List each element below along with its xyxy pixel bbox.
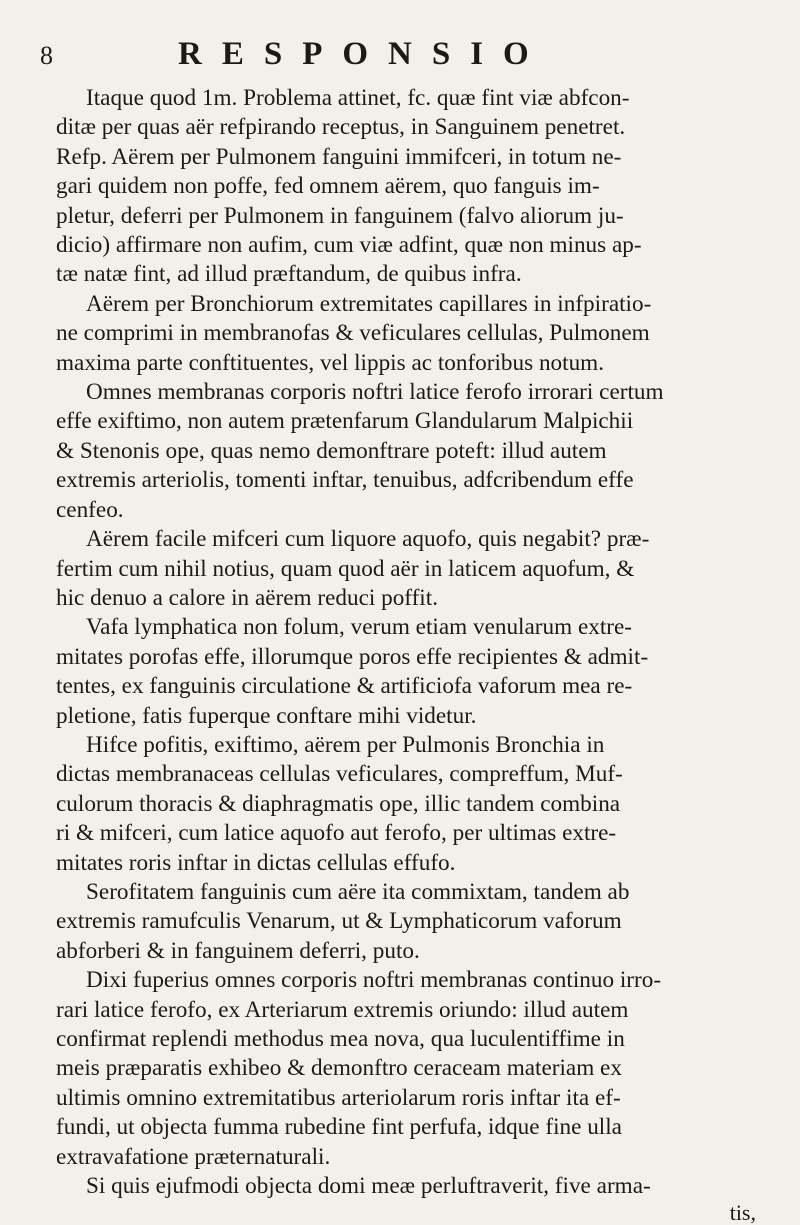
- body-text: [30, 84, 796, 1225]
- text-line: Itaque quod 1m. Problema attinet, fc. quæ fint viæ abfcon-: [86, 85, 630, 111]
- text-line: Aërem facile mifceri cum liquore aquofo, quis negabit? præ-: [86, 526, 650, 553]
- text-line: dictas membranaceas cellulas veficulares, compreffum, Muf-: [56, 761, 623, 788]
- text-line: ri & mifceri, cum latice aquofo aut ferofo, per ultimas extre-: [56, 820, 617, 847]
- text-line: Omnes membranas corporis noftri latice ferofo irrorari certum: [86, 379, 664, 406]
- text-line: extremis ramufculis Venarum, ut & Lymphaticorum vaforum: [56, 908, 622, 935]
- text-line: Refp. Aërem per Pulmonem fanguini immifceri, in totum ne-: [56, 143, 622, 170]
- text-line: rari latice ferofo, ex Arteriarum extremis oriundo: illud autem: [56, 996, 629, 1023]
- text-line: Hifce pofitis, exiftimo, aërem per Pulmonis Bronchia in: [86, 731, 605, 758]
- text-line: extravafatione præternaturali.: [56, 1143, 331, 1170]
- text-line: dicio) affirmare non aufim, cum viæ adfint, quæ non minus ap-: [56, 232, 642, 259]
- text-line: fundi, ut objecta fumma rubedine fint perfufa, idque fine ulla: [56, 1114, 622, 1141]
- text-line: ditæ per quas aër refpirando receptus, in Sanguinem penetret.: [56, 114, 626, 141]
- page-number: 8: [40, 41, 53, 70]
- text-line: maxima parte conftituentes, vel lippis ac tonforibus notum.: [56, 349, 604, 376]
- text-line: Dixi fuperius omnes corporis noftri membranas continuo irro-: [86, 967, 662, 994]
- text-line: ultimis omnino extremitatibus arteriolarum roris inftar ita ef-: [56, 1084, 621, 1111]
- text-line: pletione, fatis fuperque conftare mihi videtur.: [56, 702, 477, 729]
- text-line: gari quidem non poffe, fed omnem aërem, quo fanguis im-: [56, 173, 600, 200]
- text-line: Serofitatem fanguinis cum aëre ita commixtam, tandem ab: [86, 878, 630, 905]
- text-line: Vafa lymphatica non folum, verum etiam venularum extre-: [86, 614, 633, 641]
- text-line: pletur, deferri per Pulmonem in fanguinem (falvo aliorum ju-: [56, 202, 624, 229]
- text-line: meis præparatis exhibeo & demonftro ceraceam materiam ex: [56, 1055, 622, 1082]
- text-line: mitates roris inftar in dictas cellulas effufo.: [56, 849, 456, 876]
- text-line: tentes, ex fanguinis circulatione & artificiofa vaforum mea re-: [56, 673, 633, 700]
- text-line: mitates porofas effe, illorumque poros effe recipientes & admit-: [56, 643, 649, 670]
- text-line: & Stenonis ope, quas nemo demonftrare poteft: illud autem: [56, 437, 607, 464]
- text-line: fertim cum nihil notius, quam quod aër in laticem aquofum, &: [56, 555, 635, 582]
- text-line: hic denuo a calore in aërem reduci poffit.: [56, 584, 438, 611]
- text-line: confirmat replendi methodus mea nova, qua luculentiffime in: [56, 1026, 625, 1052]
- text-line: Aërem per Bronchiorum extremitates capillares in infpiratio-: [86, 290, 652, 317]
- running-title: RESPONSIO: [178, 36, 549, 72]
- text-line: cenfeo.: [56, 496, 124, 523]
- text-line: extremis arteriolis, tomenti inftar, tenuibus, adfcribendum effe: [56, 467, 634, 494]
- text-line: abforberi & in fanguinem deferri, puto.: [56, 937, 420, 964]
- text-line: effe exiftimo, non autem prætenfarum Glandularum Malpichii: [56, 408, 634, 435]
- catchword: tis,: [729, 1200, 756, 1225]
- text-line: ne comprimi in membranofas & veficulares cellulas, Pulmonem: [56, 320, 650, 347]
- text-line: tæ natæ fint, ad illud præftandum, de quibus infra.: [56, 261, 522, 288]
- text-line: Si quis ejufmodi objecta domi meæ perluftraverit, five arma-: [86, 1173, 651, 1200]
- text-line: culorum thoracis & diaphragmatis ope, illic tandem combina: [56, 790, 621, 817]
- page-header: [30, 36, 770, 76]
